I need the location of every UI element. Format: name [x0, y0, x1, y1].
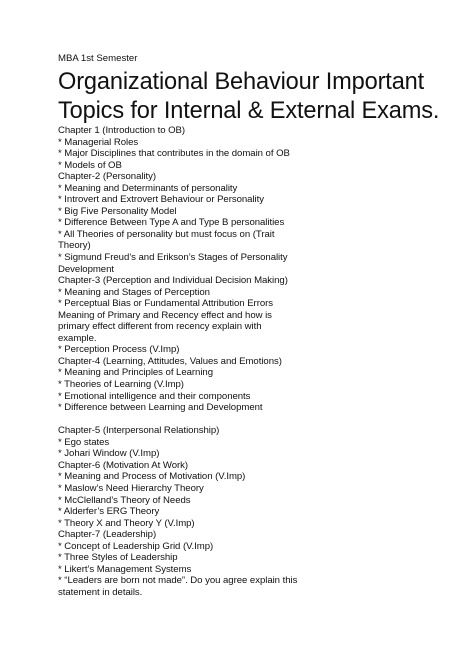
- chapter-heading: Chapter 1 (Introduction to OB): [58, 125, 186, 136]
- topic-item: * Meaning and Stages of Perception: [58, 286, 210, 298]
- topic-item: * Perceptual Bias or Fundamental Attribution Errors: [58, 298, 274, 310]
- topic-item: * Meaning and Determinants of personality: [58, 182, 238, 194]
- topic-item: * All Theories of personality but must focus on (Trait: [58, 228, 275, 240]
- document-title: [58, 68, 460, 126]
- topic-item: * Big Five Personality Model: [58, 205, 177, 217]
- chapter-heading: Chapter-2 (Personality): [58, 171, 157, 183]
- topic-item: * “Leaders are born not made”. Do you agree explain this: [58, 575, 298, 587]
- topic-continuation: Meaning of Primary and Recency effect and how is: [58, 309, 272, 321]
- topic-item: * Meaning and Process of Motivation (V.Imp): [58, 471, 246, 483]
- title-line-2: Topics for Internal & External Exams.: [58, 98, 440, 124]
- topic-item: * Likert’s Management Systems: [58, 563, 192, 575]
- title-line-1: Organizational Behaviour Important: [58, 69, 425, 95]
- chapter-heading: Chapter-7 (Leadership): [58, 529, 157, 541]
- topic-item: * Three Styles of Leadership: [58, 552, 178, 564]
- topic-item: * Models of OB: [58, 159, 122, 171]
- topic-item: * Maslow’s Need Hierarchy Theory: [58, 482, 204, 494]
- topic-item: * Theory X and Theory Y (V.Imp): [58, 517, 195, 529]
- topic-continuation: statement in details.: [58, 586, 143, 598]
- blank-line: [58, 414, 438, 426]
- topic-item: * Ego states: [58, 436, 110, 448]
- chapter-heading: Chapter-6 (Motivation At Work): [58, 459, 189, 471]
- topic-item: * Difference Between Type A and Type B personalities: [58, 217, 285, 229]
- topic-item: * Meaning and Principles of Learning: [58, 367, 213, 379]
- topic-continuation: Theory): [58, 240, 91, 252]
- topic-continuation: Development: [58, 263, 114, 275]
- topic-item: * Major Disciplines that contributes in the domain of OB: [58, 148, 290, 160]
- topic-continuation: example.: [58, 332, 97, 344]
- topic-continuation: primary effect different from recency explain with: [58, 321, 262, 333]
- topic-item: * Difference between Learning and Development: [58, 402, 263, 414]
- topic-item: * Theories of Learning (V.Imp): [58, 379, 184, 391]
- topic-item: * Sigmund Freud’s and Erikson’s Stages of Personality: [58, 252, 288, 264]
- topic-item: * Johari Window (V.Imp): [58, 448, 160, 460]
- topic-item: * Alderfer’s ERG Theory: [58, 506, 160, 518]
- semester-label: MBA 1st Semester: [58, 53, 138, 64]
- topic-item: * Emotional intelligence and their components: [58, 390, 251, 402]
- chapter-heading: Chapter-3 (Perception and Individual Decision Making): [58, 275, 288, 287]
- chapter-heading: Chapter-4 (Learning, Attitudes, Values and Emotions): [58, 355, 282, 367]
- topic-item: * Introvert and Extrovert Behaviour or Personality: [58, 194, 264, 206]
- topic-item: * Perception Process (V.Imp): [58, 344, 180, 356]
- chapter-heading: Chapter-5 (Interpersonal Relationship): [58, 425, 220, 437]
- topic-item: * Concept of Leadership Grid (V.Imp): [58, 540, 214, 552]
- topics-list: [58, 125, 438, 598]
- topic-item: * McClelland’s Theory of Needs: [58, 494, 191, 506]
- topic-item: * Managerial Roles: [58, 136, 139, 148]
